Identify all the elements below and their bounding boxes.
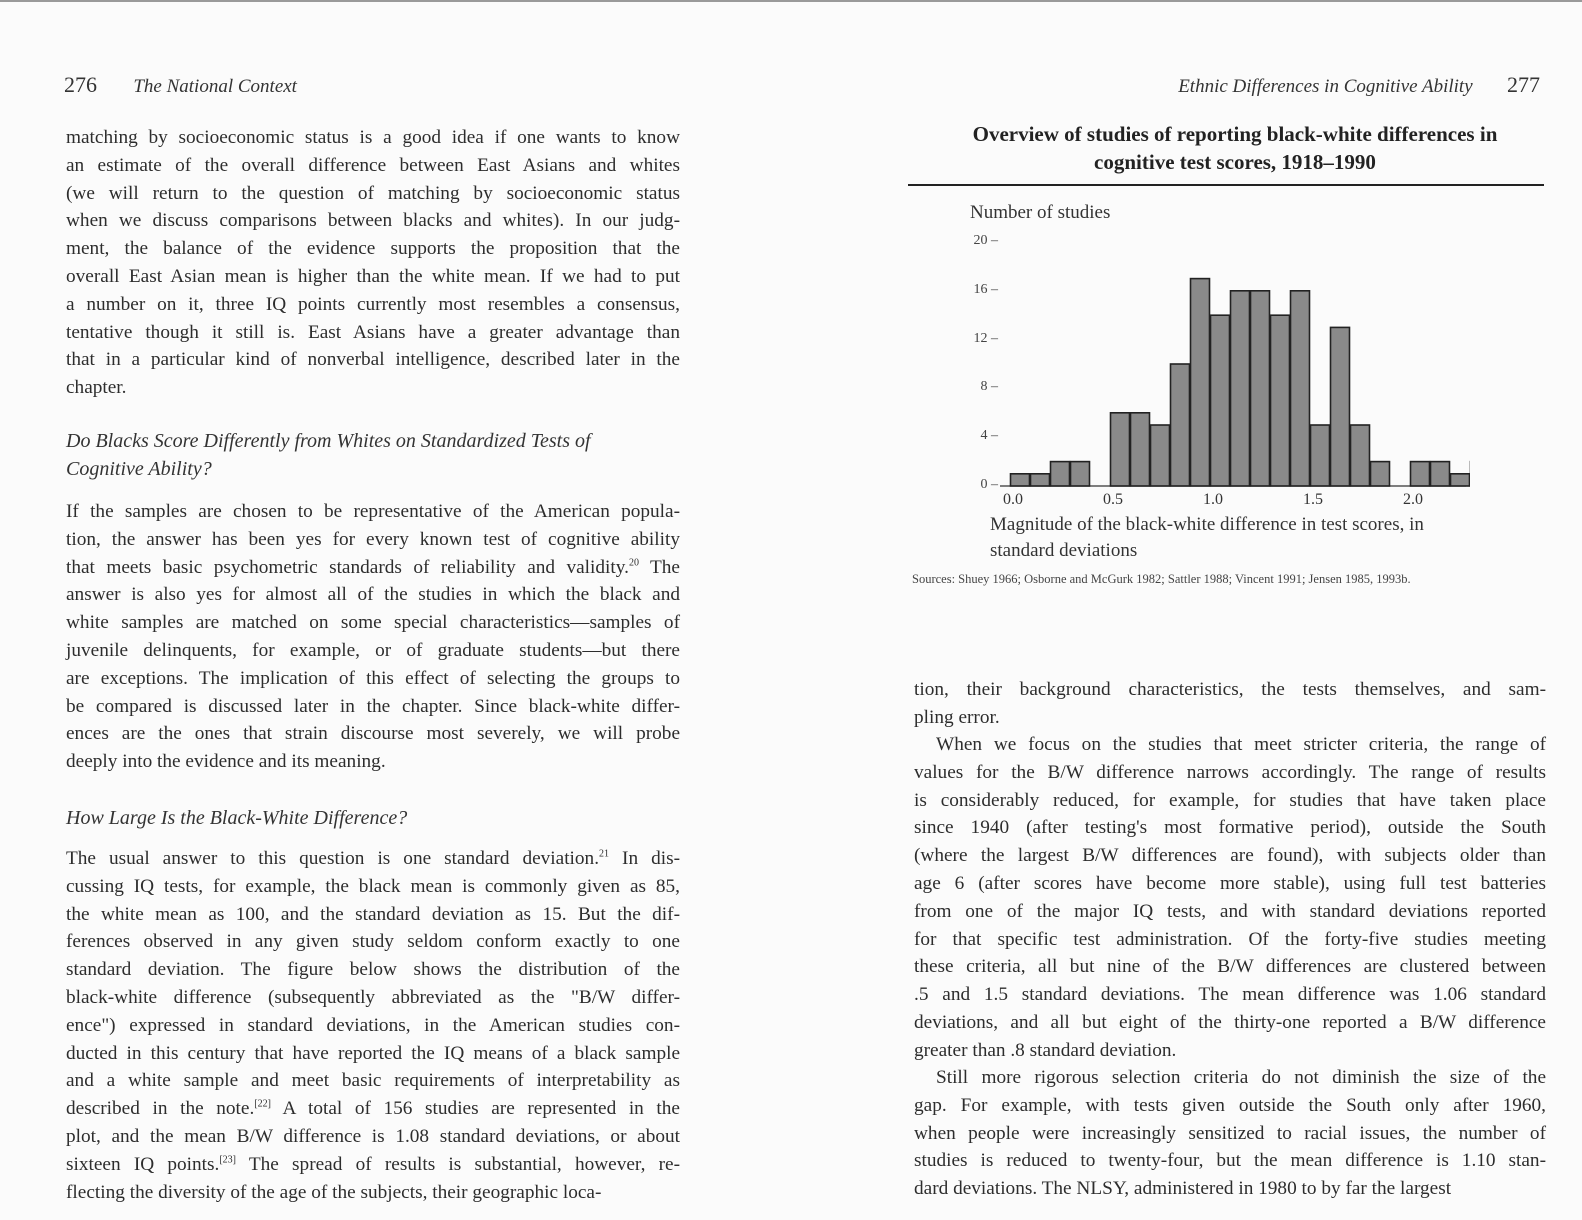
text-line bbox=[66, 637, 680, 665]
right-paragraph-1 bbox=[914, 676, 1546, 732]
line-text: answer is also yes for almost all of the studies in which the black and bbox=[66, 584, 680, 606]
text-line bbox=[66, 581, 680, 609]
text-line bbox=[66, 124, 680, 152]
line-text: tion, the answer has been yes for every known test of cognitive ability bbox=[66, 528, 680, 550]
text-line bbox=[66, 498, 680, 526]
line-text: black-white difference (subsequently abbreviated as the "B/W differ- bbox=[66, 986, 680, 1008]
line-text: when we discuss comparisons between blacks and whites). In our judg- bbox=[66, 210, 680, 232]
line-text: deeply into the evidence and its meaning. bbox=[66, 751, 386, 773]
line-text: dard deviations. The NLSY, administered in 1980 to by far the largest bbox=[914, 1178, 1452, 1200]
text-line bbox=[914, 842, 1546, 870]
right-page-header bbox=[1166, 72, 1540, 98]
histogram-bar bbox=[1271, 315, 1290, 486]
line-text: ence") expressed in standard deviations, in the American studies con- bbox=[66, 1014, 680, 1036]
line-text-tail: The bbox=[638, 556, 680, 578]
left-paragraph-3 bbox=[66, 845, 680, 1206]
text-line bbox=[66, 235, 680, 263]
figure-title-line: Overview of studies of reporting black-white differences in bbox=[972, 122, 1498, 146]
line-text: ducted in this century that have reported the IQ means of a black sample bbox=[66, 1042, 680, 1064]
text-line bbox=[66, 180, 680, 208]
note-reference: [23] bbox=[219, 1154, 237, 1166]
text-line bbox=[66, 1095, 680, 1123]
text-line bbox=[914, 759, 1546, 787]
line-text: flecting the diversity of the age of the subjects, their geographic loca- bbox=[66, 1181, 602, 1203]
histogram-bar bbox=[1291, 291, 1310, 486]
line-text: deviations, and all but eight of the thirty-one reported a B/W difference bbox=[914, 1011, 1546, 1033]
y-tick-label: 12 – bbox=[973, 330, 998, 346]
text-line bbox=[66, 956, 680, 984]
text-line bbox=[914, 814, 1546, 842]
text-line bbox=[914, 1092, 1546, 1120]
line-text: and a white sample and meet basic requirements of interpretability as bbox=[66, 1070, 680, 1092]
text-line bbox=[914, 1064, 1546, 1092]
text-line bbox=[66, 748, 680, 776]
figure-rule bbox=[908, 184, 1544, 186]
line-text: overall East Asian mean is higher than the white mean. If we had to put bbox=[66, 265, 680, 287]
line-text: from one of the major IQ tests, and with standard deviations reported bbox=[914, 900, 1546, 922]
text-line bbox=[914, 898, 1546, 926]
y-tick-label: 0 – bbox=[980, 477, 998, 492]
line-text: ment, the balance of the evidence supports the proposition that the bbox=[66, 238, 680, 260]
line-text: Still more rigorous selection criteria do not diminish the size of the bbox=[936, 1067, 1546, 1088]
line-text: (where the largest B/W differences are found), with subjects older than bbox=[914, 845, 1546, 867]
x-tick-label: 1.0 bbox=[1203, 491, 1223, 508]
line-text: studies is reduced to twenty-four, but the mean difference is 1.10 stan- bbox=[914, 1150, 1546, 1172]
line-text: an estimate of the overall difference between East Asians and whites bbox=[66, 154, 680, 176]
histogram-bar bbox=[1111, 413, 1130, 486]
text-line bbox=[66, 693, 680, 721]
text-line bbox=[66, 526, 680, 554]
x-tick-label: 2.0 bbox=[1403, 491, 1423, 508]
line-text: cussing IQ tests, for example, the black mean is commonly given as 85, bbox=[66, 875, 680, 897]
histogram-bar bbox=[1351, 425, 1370, 486]
note-reference: 21 bbox=[599, 848, 610, 860]
text-line bbox=[66, 984, 680, 1012]
line-text: plot, and the mean B/W difference is 1.08 standard deviations, or about bbox=[66, 1125, 680, 1147]
line-text: these criteria, all but nine of the B/W differences are clustered between bbox=[914, 956, 1546, 978]
line-text: since 1940 (after testing's most formative period), outside the South bbox=[914, 817, 1546, 839]
line-text: are exceptions. The implication of this effect of selecting the groups to bbox=[66, 667, 680, 689]
left-paragraph-1 bbox=[66, 124, 680, 402]
line-text: chapter. bbox=[66, 377, 127, 399]
line-text: matching by socioeconomic status is a good idea if one wants to know bbox=[66, 127, 680, 148]
text-line bbox=[66, 374, 680, 402]
text-line bbox=[66, 845, 680, 873]
text-line bbox=[66, 1012, 680, 1040]
section-heading-1 bbox=[66, 427, 686, 483]
x-axis-label: Magnitude of the black-white difference in test scores, in standard deviations bbox=[990, 514, 1424, 561]
histogram-bar bbox=[1431, 462, 1450, 486]
text-line bbox=[66, 554, 680, 582]
line-text: sixteen IQ points. bbox=[66, 1153, 220, 1175]
note-reference: 20 bbox=[628, 557, 639, 569]
y-tick-label: 8 – bbox=[980, 379, 998, 395]
text-line bbox=[66, 928, 680, 956]
note-reference: [22] bbox=[254, 1098, 271, 1110]
y-tick-label: 4 – bbox=[980, 428, 998, 444]
histogram-bar bbox=[1331, 327, 1350, 486]
left-page-header bbox=[64, 72, 297, 98]
text-line bbox=[66, 346, 680, 374]
text-line bbox=[914, 1037, 1546, 1065]
line-text: tion, their background characteristics, the tests themselves, and sam- bbox=[914, 679, 1546, 700]
x-tick-label: 0.0 bbox=[1003, 491, 1023, 508]
text-line bbox=[66, 207, 680, 235]
text-line bbox=[66, 873, 680, 901]
running-head: Ethnic Differences in Cognitive Ability bbox=[1178, 76, 1473, 97]
line-text: When we focus on the studies that meet stricter criteria, the range of bbox=[936, 734, 1546, 755]
histogram-bar bbox=[1011, 474, 1030, 486]
y-tick-label: 16 – bbox=[973, 281, 998, 297]
line-text: The usual answer to this question is one standard deviation. bbox=[66, 848, 600, 869]
line-text: for that specific test administration. Of the forty-five studies meeting bbox=[914, 928, 1546, 950]
histogram-bar bbox=[1191, 279, 1210, 486]
line-text: tentative though it still is. East Asians have a greater advantage than bbox=[66, 321, 680, 343]
line-text: greater than .8 standard deviation. bbox=[914, 1039, 1177, 1061]
line-text-tail: In dis- bbox=[609, 848, 681, 869]
text-line bbox=[914, 870, 1546, 898]
figure-sources: Sources: Shuey 1966; Osborne and McGurk 1982; Sattler 1988; Vincent 1991; Jensen 1985, 1993b. bbox=[912, 572, 1411, 586]
text-line bbox=[914, 926, 1546, 954]
line-text: pling error. bbox=[914, 706, 1000, 728]
histogram-bar bbox=[1211, 315, 1230, 486]
text-line bbox=[66, 665, 680, 693]
line-text: that meets basic psychometric standards of reliability and validity. bbox=[66, 556, 629, 578]
heading-line: Cognitive Ability? bbox=[66, 458, 212, 480]
page-number: 277 bbox=[1507, 72, 1540, 97]
histogram-bar bbox=[1451, 474, 1470, 486]
line-text: (we will return to the question of matching by socioeconomic status bbox=[66, 182, 680, 204]
section-heading-2: How Large Is the Black-White Difference? bbox=[66, 807, 408, 829]
right-paragraph-2 bbox=[914, 731, 1546, 1065]
y-axis-label: Number of studies bbox=[970, 202, 1111, 223]
histogram-bar bbox=[1131, 413, 1150, 486]
text-line bbox=[914, 1175, 1546, 1203]
page-number: 276 bbox=[64, 72, 97, 97]
line-text: If the samples are chosen to be representative of the American popula- bbox=[66, 501, 680, 522]
x-tick-label: 1.5 bbox=[1303, 491, 1323, 508]
histogram-bar bbox=[1231, 291, 1250, 486]
text-line bbox=[914, 731, 1546, 759]
heading-line: Do Blacks Score Differently from Whites on Standardized Tests of bbox=[66, 430, 591, 452]
histogram-bar bbox=[1171, 364, 1190, 486]
text-line bbox=[914, 1147, 1546, 1175]
text-line bbox=[66, 1040, 680, 1068]
histogram-bar bbox=[1051, 462, 1070, 486]
line-text: ferences observed in any given study seldom conform exactly to one bbox=[66, 931, 680, 953]
histogram-bar bbox=[1151, 425, 1170, 486]
histogram-bar bbox=[1031, 474, 1050, 486]
text-line bbox=[914, 676, 1546, 704]
text-line bbox=[66, 1151, 680, 1179]
line-text-tail: A total of 156 studies are represented in the bbox=[270, 1098, 680, 1120]
y-tick-label: 20 – bbox=[973, 233, 998, 248]
text-line bbox=[66, 319, 680, 347]
line-text: juvenile delinquents, for example, or of graduate students—but there bbox=[66, 639, 680, 661]
line-text: the white mean as 100, and the standard deviation as 15. But the dif- bbox=[66, 903, 680, 925]
left-paragraph-2 bbox=[66, 498, 680, 776]
running-head: The National Context bbox=[133, 76, 297, 97]
figure-title bbox=[915, 120, 1555, 176]
text-line bbox=[66, 901, 680, 929]
histogram-bar bbox=[1311, 425, 1330, 486]
histogram-bar bbox=[1251, 291, 1270, 486]
histogram-bar bbox=[1071, 462, 1090, 486]
histogram-bar bbox=[1371, 462, 1390, 486]
line-text: gap. For example, with tests given outside the South only after 1960, bbox=[914, 1094, 1546, 1116]
text-line bbox=[66, 291, 680, 319]
text-line bbox=[914, 953, 1546, 981]
text-line bbox=[66, 720, 680, 748]
line-text: is considerably reduced, for example, for studies that have taken place bbox=[914, 789, 1546, 811]
line-text: standard deviation. The figure below shows the distribution of the bbox=[66, 959, 680, 981]
text-line bbox=[914, 1120, 1546, 1148]
scan-top-edge bbox=[0, 0, 1582, 2]
figure-title-line: cognitive test scores, 1918–1990 bbox=[1094, 150, 1376, 174]
line-text: .5 and 1.5 standard deviations. The mean difference was 1.06 standard bbox=[914, 984, 1546, 1006]
line-text: a number on it, three IQ points currently most resembles a consensus, bbox=[66, 293, 680, 315]
line-text-tail: The spread of results is substantial, however, re- bbox=[236, 1153, 681, 1175]
text-line bbox=[914, 1009, 1546, 1037]
histogram-bar bbox=[1411, 462, 1430, 486]
line-text: when people were increasingly sensitized to racial issues, the number of bbox=[914, 1122, 1546, 1144]
text-line bbox=[66, 609, 680, 637]
text-line bbox=[66, 1067, 680, 1095]
text-line bbox=[914, 981, 1546, 1009]
text-line bbox=[66, 152, 680, 180]
text-line bbox=[66, 1123, 680, 1151]
text-line bbox=[914, 704, 1546, 732]
right-paragraph-3 bbox=[914, 1064, 1546, 1203]
text-line bbox=[66, 263, 680, 291]
text-line bbox=[914, 787, 1546, 815]
line-text: white samples are matched on some special characteristics—samples of bbox=[66, 612, 680, 634]
line-text: be compared is discussed later in the chapter. Since black-white differ- bbox=[66, 695, 680, 717]
text-line bbox=[66, 1179, 680, 1207]
x-tick-label: 0.5 bbox=[1103, 491, 1123, 508]
line-text: ences are the ones that strain discourse most severely, we will probe bbox=[66, 723, 680, 745]
histogram-chart bbox=[1000, 236, 1470, 492]
line-text: values for the B/W difference narrows accordingly. The range of results bbox=[914, 761, 1546, 783]
line-text: age 6 (after scores have become more stable), using full test batteries bbox=[914, 872, 1546, 894]
line-text: described in the note. bbox=[66, 1098, 255, 1120]
line-text: that in a particular kind of nonverbal intelligence, described later in the bbox=[66, 349, 680, 371]
